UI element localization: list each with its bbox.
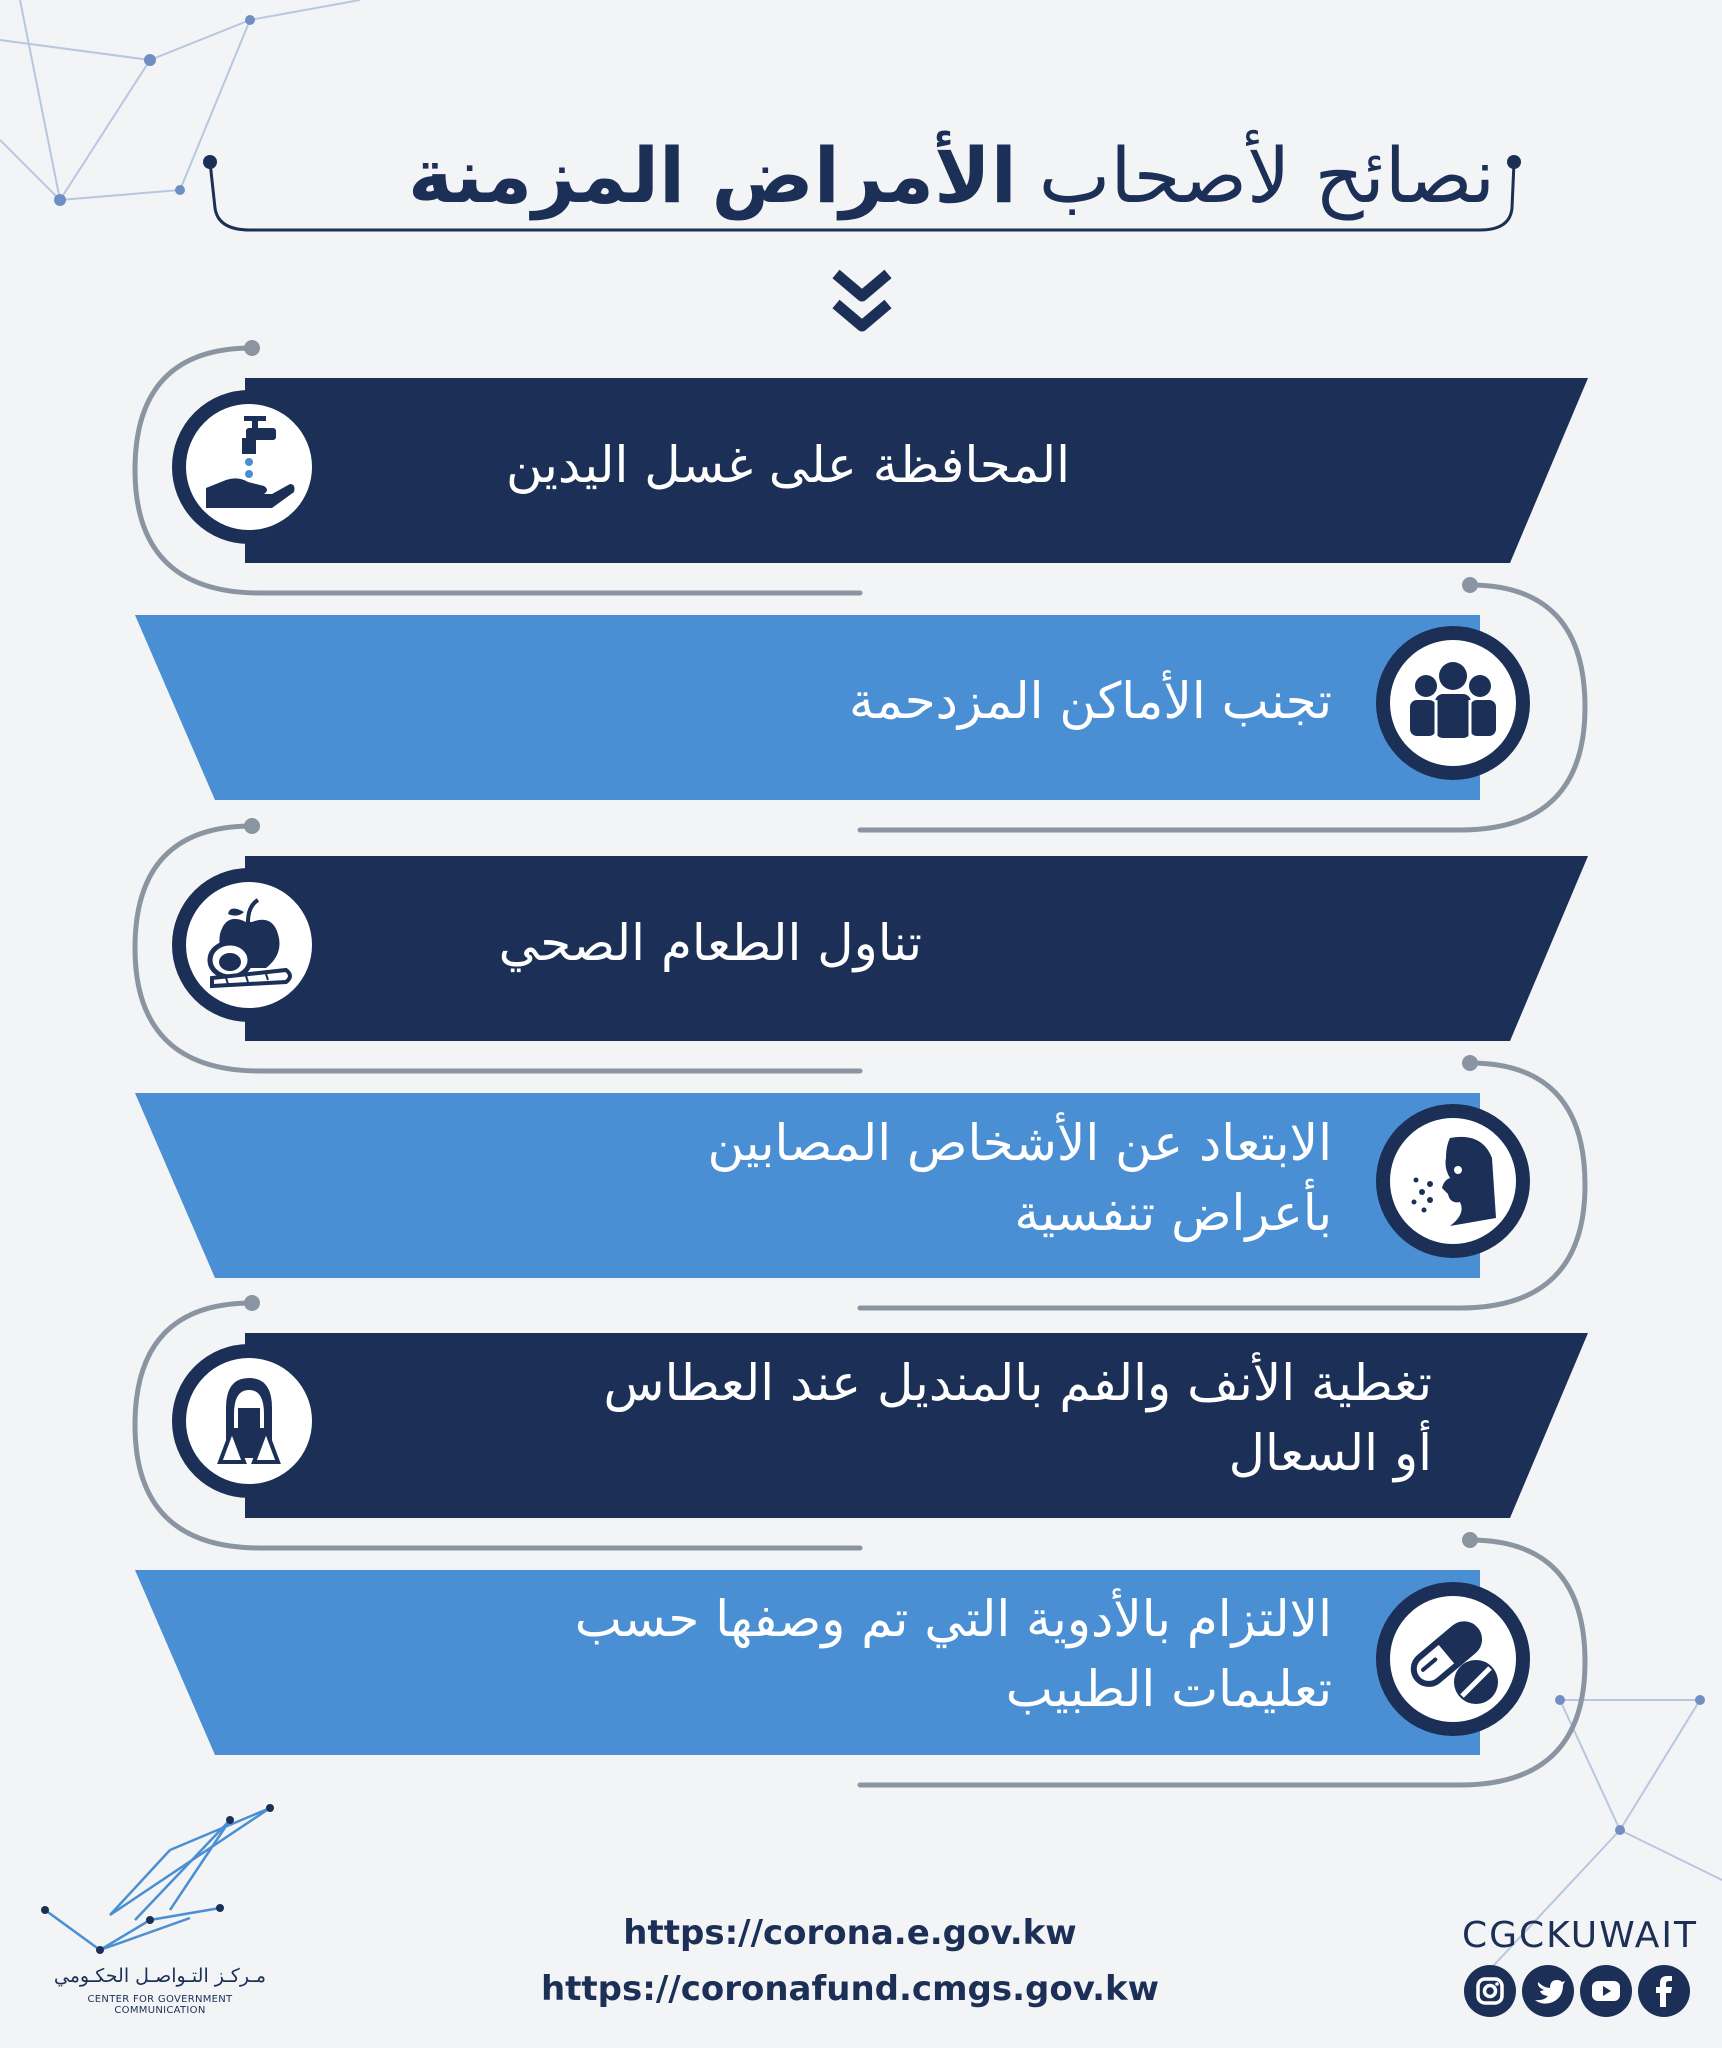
- youtube-icon[interactable]: [1580, 1965, 1632, 2017]
- tip-text: [575, 1584, 1332, 1724]
- facebook-icon[interactable]: [1638, 1965, 1690, 2017]
- tip-line: أو السعال: [1228, 1424, 1432, 1482]
- tip-line: الابتعاد عن الأشخاص المصابين: [707, 1114, 1332, 1172]
- hand-washing-icon: [172, 390, 326, 544]
- tip-line: المحافظة على غسل اليدين: [505, 436, 1070, 494]
- title-part-1: نصائح لأصحاب: [1038, 131, 1495, 220]
- social-handle: CGCKUWAIT: [1462, 1915, 1699, 1956]
- tip-line: الالتزام بالأدوية التي تم وصفها حسب: [574, 1590, 1332, 1648]
- pills-icon: [1376, 1582, 1530, 1736]
- crowd-icon: [1376, 626, 1530, 780]
- logo-english-name: CENTER FOR GOVERNMENT COMMUNICATION: [87, 1994, 233, 2016]
- social-icons: [1464, 1965, 1690, 2019]
- website-link[interactable]: https://corona.e.gov.kw: [623, 1913, 1077, 1953]
- tip-line: تعليمات الطبيب: [1005, 1660, 1332, 1718]
- tip-text: [707, 1108, 1332, 1248]
- tip-line: تغطية الأنف والفم بالمنديل عند العطاس: [603, 1354, 1432, 1412]
- tip-line: تجنب الأماكن المزدحمة: [849, 672, 1332, 730]
- sneezing-person-icon: [1376, 1104, 1530, 1258]
- website-links: [540, 1905, 1160, 2017]
- tip-line: تناول الطعام الصحي: [498, 914, 922, 972]
- tip-text: [604, 1348, 1432, 1488]
- website-link[interactable]: https://coronafund.cmgs.gov.kw: [540, 1969, 1160, 2009]
- tip-text: [849, 666, 1332, 736]
- instagram-icon[interactable]: [1464, 1965, 1516, 2017]
- tip-text: [499, 908, 922, 978]
- tip-line: بأعراض تنفسية: [1014, 1184, 1332, 1242]
- title-part-2: الأمراض المزمنة: [408, 131, 1017, 220]
- tip-text: [506, 430, 1070, 500]
- logo-arabic-name: مـركـز التـواصـل الحكـومي: [53, 1965, 267, 1987]
- covering-face-icon: [172, 1344, 326, 1498]
- healthy-food-icon: [172, 868, 326, 1022]
- twitter-icon[interactable]: [1522, 1965, 1574, 2017]
